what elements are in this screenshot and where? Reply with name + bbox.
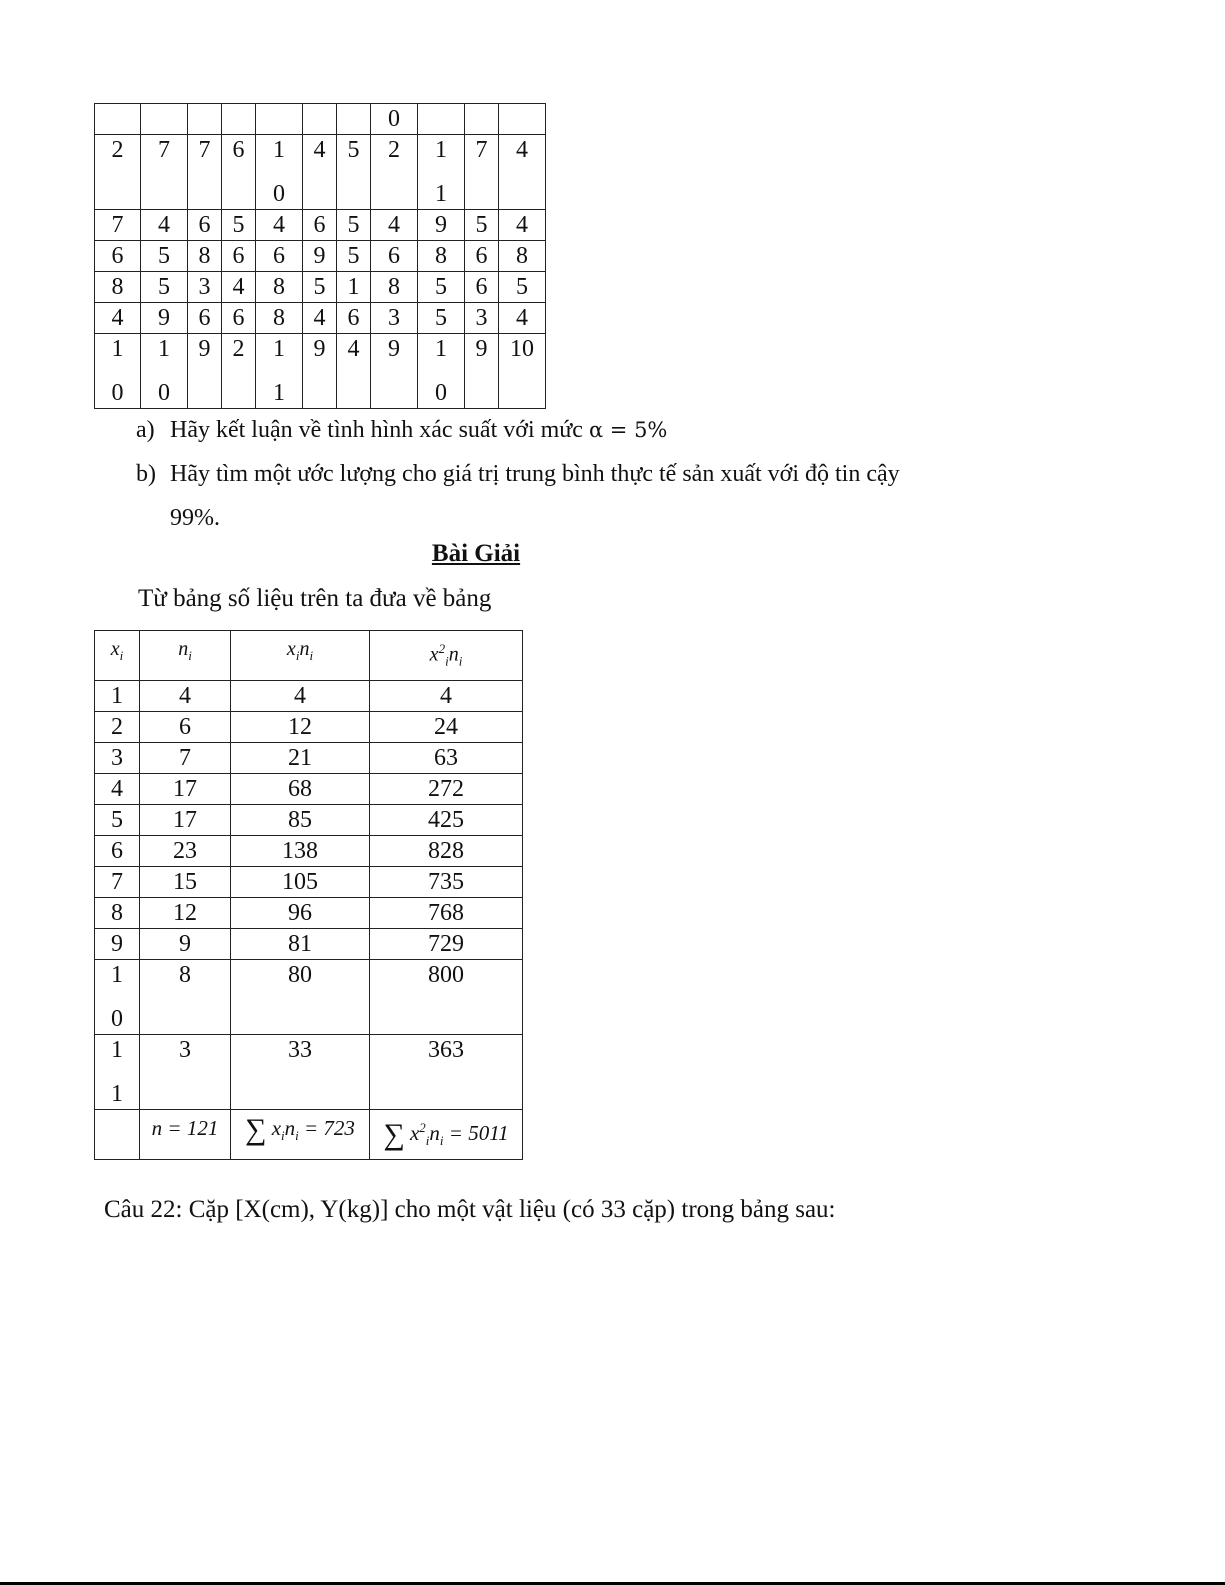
table-cell: 6 (188, 210, 222, 241)
table-cell: 6 (465, 241, 499, 272)
question-22: Câu 22: Cặp [X(cm), Y(kg)] cho một vật liệu (có 33 cặp) trong bảng sau: (104, 1196, 836, 1223)
table-cell: 8 (418, 241, 465, 272)
cell-xi: 2 (95, 711, 140, 742)
cell-xini: 80 (231, 959, 370, 1034)
table-cell: 4 (303, 135, 337, 210)
table-row (95, 135, 546, 210)
table-row (95, 303, 546, 334)
table-cell: 6 (188, 303, 222, 334)
question-a-label: a) (136, 417, 155, 443)
table-cell (141, 104, 188, 135)
cell-ni: 7 (140, 742, 231, 773)
table-row (95, 680, 523, 711)
question-b-text: Hãy tìm một ước lượng cho giá trị trung bình thực tế sản xuất với độ tin cậy (170, 461, 900, 487)
table-cell (256, 104, 303, 135)
alpha-value: α = 5% (588, 418, 668, 442)
cell-xi2ni: 4 (370, 680, 523, 711)
cell-xi: 5 (95, 804, 140, 835)
table-cell: 6 (371, 241, 418, 272)
table-cell: 5 (418, 303, 465, 334)
cell-ni: 4 (140, 680, 231, 711)
table-cell: 9 (303, 241, 337, 272)
table-cell: 8 (256, 272, 303, 303)
total-xini: ∑ $x_in_i = 723$ (231, 1109, 370, 1159)
table-cell: 8 (499, 241, 546, 272)
table-cell: 2 (95, 135, 141, 210)
table-row (95, 210, 546, 241)
question-b-label: b) (136, 461, 156, 487)
cell-xi2ni: 800 (370, 959, 523, 1034)
table-cell: 6 (256, 241, 303, 272)
table-cell: 5 (303, 272, 337, 303)
total-n: n = 121 (140, 1109, 231, 1159)
table-cell: 2 (371, 135, 418, 210)
cell-xi: 6 (95, 835, 140, 866)
sigma-icon: ∑ (383, 1117, 405, 1151)
cell-xini: 12 (231, 711, 370, 742)
question-b-continuation: 99%. (170, 505, 220, 531)
table-cell: 4 (499, 135, 546, 210)
cell-ni: 17 (140, 773, 231, 804)
table-cell: 6 (222, 303, 256, 334)
table-cell: 8 (188, 241, 222, 272)
cell-xi: 3 (95, 742, 140, 773)
table-cell: 1 (337, 272, 371, 303)
cell-xini: 85 (231, 804, 370, 835)
table-cell: 5 (141, 241, 188, 272)
total-empty-cell (95, 1109, 140, 1159)
table-cell: 3 (188, 272, 222, 303)
table-cell: 3 (465, 303, 499, 334)
table-cell: 9 (418, 210, 465, 241)
cell-xini: 138 (231, 835, 370, 866)
table-cell: 6 (337, 303, 371, 334)
table-cell: 5 (222, 210, 256, 241)
table-cell: 4 (303, 303, 337, 334)
cell-ni: 23 (140, 835, 231, 866)
question-a-text: Hãy kết luận về tình hình xác suất với mức (170, 417, 583, 443)
table-cell: 7 (188, 135, 222, 210)
table-cell (499, 104, 546, 135)
solution-intro: Từ bảng số liệu trên ta đưa về bảng (138, 585, 492, 612)
table-cell (337, 104, 371, 135)
table-cell: 4 (371, 210, 418, 241)
table-cell: 1 1 (256, 334, 303, 409)
table-row (95, 334, 546, 409)
cell-xi2ni: 768 (370, 897, 523, 928)
table-cell: 10 (499, 334, 546, 409)
table-row (95, 866, 523, 897)
cell-xi2ni: 828 (370, 835, 523, 866)
table-row (95, 959, 523, 1034)
table-cell: 8 (371, 272, 418, 303)
cell-ni: 6 (140, 711, 231, 742)
table-cell: 4 (141, 210, 188, 241)
cell-xini: 33 (231, 1034, 370, 1109)
table-cell: 1 0 (418, 334, 465, 409)
table-cell: 2 (222, 334, 256, 409)
cell-xini: 21 (231, 742, 370, 773)
question-b (136, 452, 900, 496)
cell-xi2ni: 63 (370, 742, 523, 773)
table-cell (222, 104, 256, 135)
table-row (95, 742, 523, 773)
table-row (95, 104, 546, 135)
table-cell: 5 (499, 272, 546, 303)
frequency-table (94, 630, 523, 1160)
table-row (95, 804, 523, 835)
cell-xini: 68 (231, 773, 370, 804)
table-cell: 1 0 (256, 135, 303, 210)
table-cell: 4 (499, 303, 546, 334)
cell-xi: 7 (95, 866, 140, 897)
table-cell: 9 (371, 334, 418, 409)
cell-xini: 4 (231, 680, 370, 711)
table-cell: 5 (337, 210, 371, 241)
header-xini: $x_in_i$ (231, 631, 370, 681)
table-cell (418, 104, 465, 135)
cell-xi: 4 (95, 773, 140, 804)
cell-xini: 96 (231, 897, 370, 928)
table-cell (303, 104, 337, 135)
table-row (95, 272, 546, 303)
total-xi2ni: ∑ $x^2_in_i = 5011$ (370, 1109, 523, 1159)
table-cell: 4 (256, 210, 303, 241)
table-row (95, 241, 546, 272)
table-cell (95, 104, 141, 135)
cell-xi: 1 0 (95, 959, 140, 1034)
table-cell: 3 (371, 303, 418, 334)
cell-xi: 1 (95, 680, 140, 711)
table-cell: 4 (222, 272, 256, 303)
table-row (95, 928, 523, 959)
cell-ni: 17 (140, 804, 231, 835)
sigma-icon: ∑ (245, 1112, 267, 1146)
table-row (95, 711, 523, 742)
header-xi2ni: $x^2_in_i$ (370, 631, 523, 681)
table-cell (188, 104, 222, 135)
cell-xi2ni: 272 (370, 773, 523, 804)
cell-xi2ni: 425 (370, 804, 523, 835)
table-cell: 6 (303, 210, 337, 241)
cell-xi2ni: 729 (370, 928, 523, 959)
table-cell: 9 (188, 334, 222, 409)
table-row (95, 773, 523, 804)
table-cell (465, 104, 499, 135)
table-cell: 5 (465, 210, 499, 241)
table-cell: 4 (337, 334, 371, 409)
cell-ni: 3 (140, 1034, 231, 1109)
raw-data-table (94, 103, 546, 409)
table-cell: 9 (465, 334, 499, 409)
cell-ni: 8 (140, 959, 231, 1034)
table-row (95, 1034, 523, 1109)
table-cell: 1 0 (141, 334, 188, 409)
cell-xi2ni: 24 (370, 711, 523, 742)
table-cell: 6 (222, 241, 256, 272)
solution-title: Bài Giải (431, 540, 521, 567)
table-cell: 8 (256, 303, 303, 334)
table-cell: 6 (95, 241, 141, 272)
header-xi: $x_i$ (95, 631, 140, 681)
table-cell: 7 (141, 135, 188, 210)
cell-xi2ni: 735 (370, 866, 523, 897)
table-cell: 9 (303, 334, 337, 409)
table-cell: 0 (371, 104, 418, 135)
cell-xi: 8 (95, 897, 140, 928)
table-cell: 9 (141, 303, 188, 334)
cell-xi2ni: 363 (370, 1034, 523, 1109)
table-cell: 1 0 (95, 334, 141, 409)
cell-xi: 9 (95, 928, 140, 959)
table-cell: 6 (465, 272, 499, 303)
table-cell: 8 (95, 272, 141, 303)
table-cell: 5 (141, 272, 188, 303)
questions (136, 408, 900, 540)
table-cell: 5 (337, 135, 371, 210)
cell-ni: 12 (140, 897, 231, 928)
cell-xini: 81 (231, 928, 370, 959)
header-ni: $n_i$ (140, 631, 231, 681)
table-cell: 7 (95, 210, 141, 241)
question-a (136, 408, 900, 452)
cell-ni: 9 (140, 928, 231, 959)
totals-row (95, 1109, 523, 1159)
table-cell: 5 (418, 272, 465, 303)
table-cell: 5 (337, 241, 371, 272)
cell-xini: 105 (231, 866, 370, 897)
cell-xi: 1 1 (95, 1034, 140, 1109)
table-row (95, 897, 523, 928)
table-header-row (95, 631, 523, 681)
table-cell: 4 (95, 303, 141, 334)
table-cell: 1 1 (418, 135, 465, 210)
cell-ni: 15 (140, 866, 231, 897)
table-row (95, 835, 523, 866)
table-cell: 4 (499, 210, 546, 241)
table-cell: 6 (222, 135, 256, 210)
table-cell: 7 (465, 135, 499, 210)
